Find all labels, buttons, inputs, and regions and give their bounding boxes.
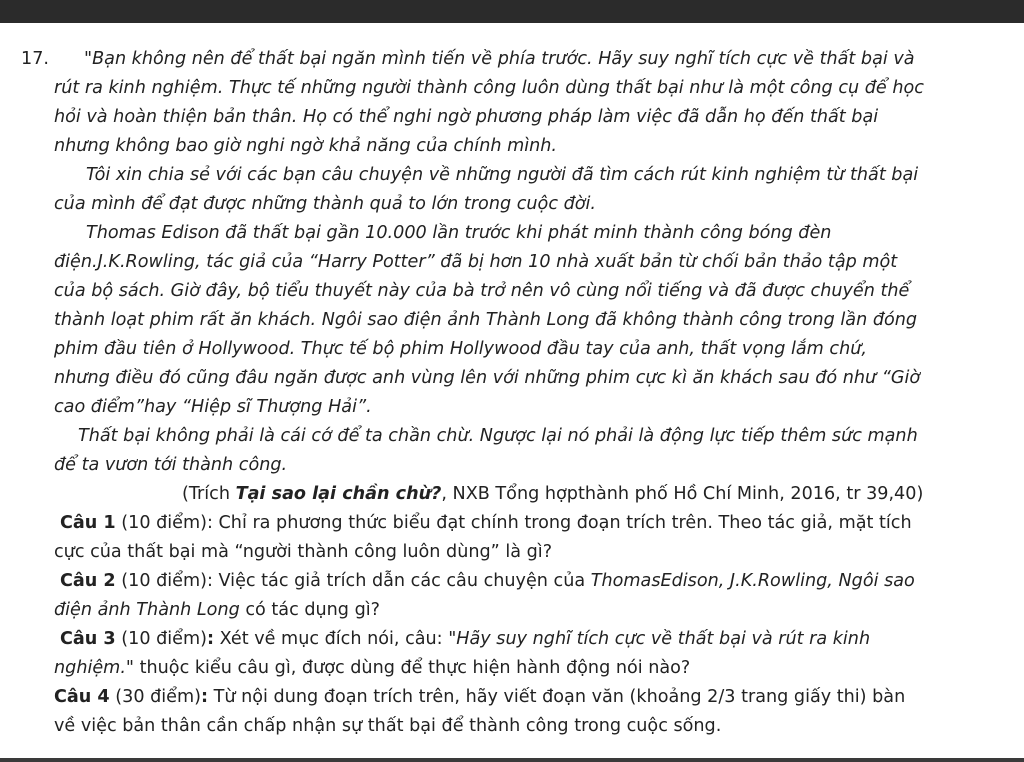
passage-line: để ta vươn tới thành công. xyxy=(54,455,288,475)
question-4-line-2: về việc bản thân cần chấp nhận sự thất bại để thành công trong cuộc sống. xyxy=(54,716,722,736)
passage-line: của bộ sách. Giờ đây, bộ tiểu thuyết này của bà trở nên vô cùng nổi tiếng và đã được chuyển thể xyxy=(54,281,910,301)
citation-title: Tại sao lại chần chừ? xyxy=(235,484,442,504)
question-3: Câu 3 (10 điểm): Xét về mục đích nói, câu: "Hãy suy nghĩ tích cực về thất bại và rút ra kinh xyxy=(60,629,871,649)
passage-line: Thomas Edison đã thất bại gần 10.000 lần trước khi phát minh thành công bóng đèn xyxy=(86,223,832,243)
question-2: Câu 2 (10 điểm): Việc tác giả trích dẫn các câu chuyện của ThomasEdison, J.K.Rowling, Ngôi sao xyxy=(60,571,915,591)
question-label: Câu 4 xyxy=(54,687,110,707)
question-4: Câu 4 (30 điểm): Từ nội dung đoạn trích trên, hãy viết đoạn văn (khoảng 2/3 trang giấy thi) bàn xyxy=(54,687,906,707)
citation: (Trích Tại sao lại chần chừ?, NXB Tổng hợpthành phố Hồ Chí Minh, 2016, tr 39,40) xyxy=(182,484,924,504)
passage-line: rút ra kinh nghiệm. Thực tế những người thành công luôn dùng thất bại như là một công cụ để học xyxy=(54,78,924,98)
passage-line: của mình để đạt được những thành quả to lớn trong cuộc đời. xyxy=(54,194,596,214)
passage-line: nhưng điều đó cũng đâu ngăn được anh vùng lên với những phim cực kì ăn khách sau đó như “Giờ xyxy=(54,368,921,388)
passage-line: điện.J.K.Rowling, tác giả của “Harry Potter” đã bị hơn 10 nhà xuất bản từ chối bản thảo tập một xyxy=(54,252,898,272)
question-label: Câu 3 xyxy=(60,629,116,649)
passage-line: phim đầu tiên ở Hollywood. Thực tế bộ phim Hollywood đầu tay của anh, thất vọng lắm chứ, xyxy=(54,339,867,359)
passage-line: hỏi và hoàn thiện bản thân. Họ có thể nghi ngờ phương pháp làm việc đã dẫn họ đến thất bại xyxy=(54,107,879,127)
passage-line: thành loạt phim rất ăn khách. Ngôi sao điện ảnh Thành Long đã không thành công trong lần đóng xyxy=(54,310,918,330)
question-number: 17. xyxy=(21,49,49,69)
question-label: Câu 2 xyxy=(60,571,116,591)
question-3-line-2: nghiệm." thuộc kiểu câu gì, được dùng để thực hiện hành động nói nào? xyxy=(54,658,691,678)
passage-line: Tôi xin chia sẻ với các bạn câu chuyện về những người đã tìm cách rút kinh nghiệm từ thất bại xyxy=(86,165,919,185)
top-bar xyxy=(0,0,1024,23)
passage-line: nhưng không bao giờ nghi ngờ khả năng của chính mình. xyxy=(54,136,558,156)
passage-line: cao điểm”hay “Hiệp sĩ Thượng Hải”. xyxy=(54,397,372,417)
question-2-line-2: điện ảnh Thành Long có tác dụng gì? xyxy=(54,600,380,620)
bottom-border xyxy=(0,758,1024,762)
passage-line: Thất bại không phải là cái cớ để ta chần chừ. Ngược lại nó phải là động lực tiếp thêm sức mạnh xyxy=(78,426,918,446)
question-1: Câu 1 (10 điểm): Chỉ ra phương thức biểu đạt chính trong đoạn trích trên. Theo tác giả, mặt tích xyxy=(60,513,912,533)
passage-line: "Bạn không nên để thất bại ngăn mình tiến về phía trước. Hãy suy nghĩ tích cực về thất bại và xyxy=(84,49,915,69)
question-label: Câu 1 xyxy=(60,513,116,533)
question-1-line-2: cực của thất bại mà “người thành công luôn dùng” là gì? xyxy=(54,542,553,562)
